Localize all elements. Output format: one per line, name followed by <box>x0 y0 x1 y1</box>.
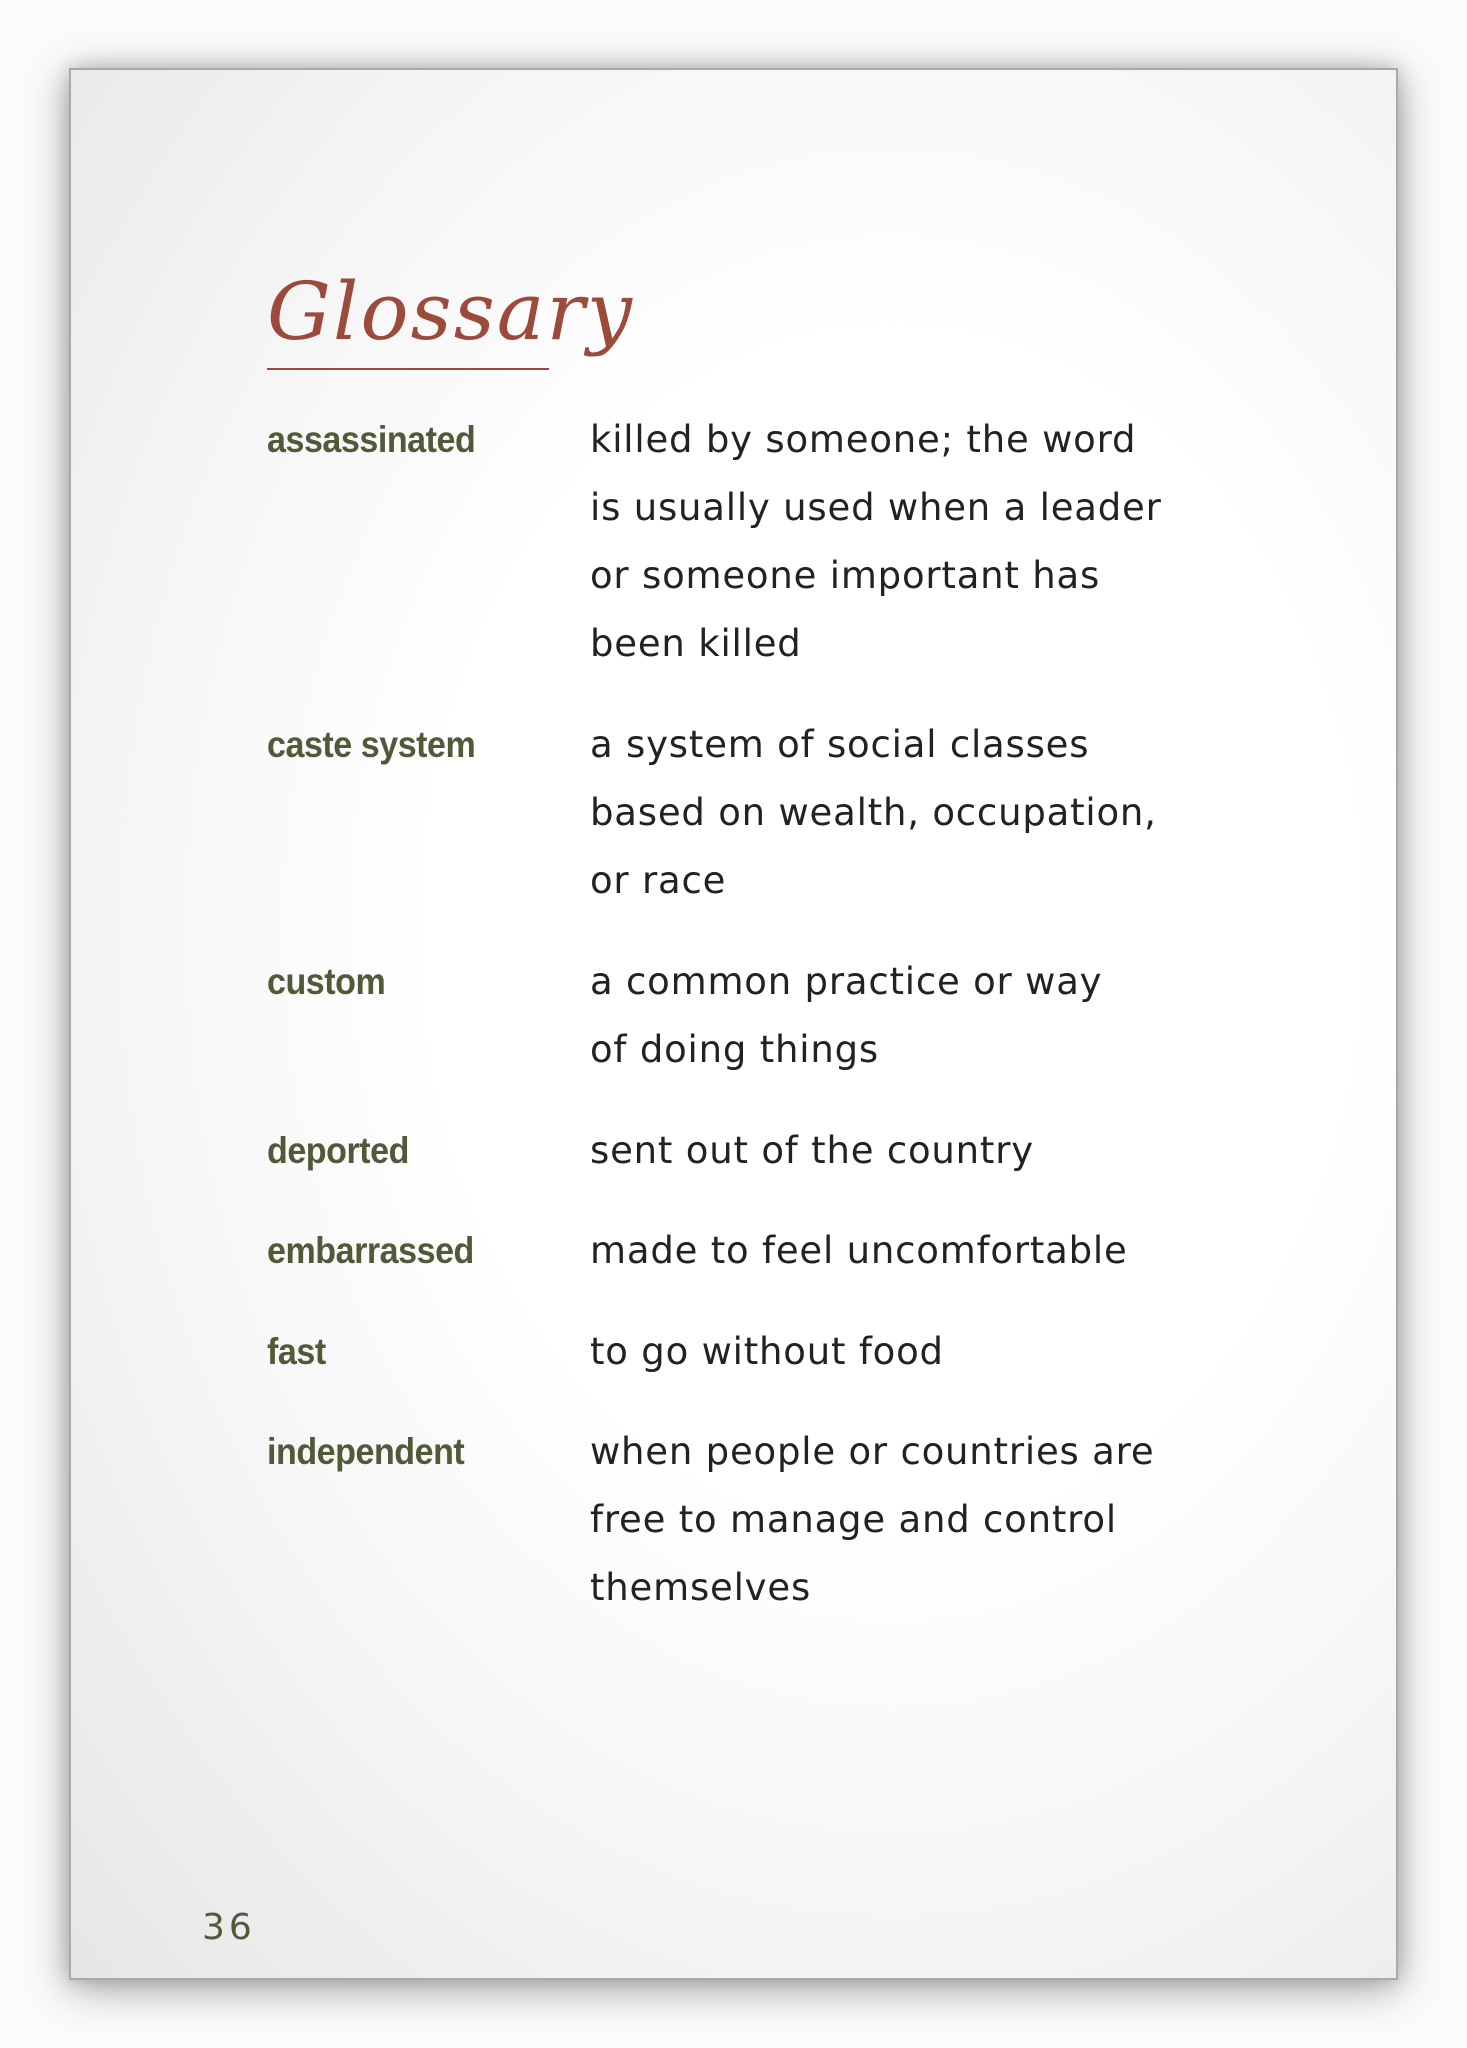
glossary-term: custom <box>267 961 386 1002</box>
definition-line: sent out of the country <box>590 1129 1034 1172</box>
definition-line: themselves <box>590 1566 812 1609</box>
page-number: 36 <box>202 1907 256 1948</box>
definition-line: or someone important has <box>590 554 1101 597</box>
definition-line: to go without food <box>590 1330 944 1373</box>
glossary-definition <box>590 711 1190 915</box>
glossary-term: assassinated <box>267 419 476 460</box>
definition-line: a common practice or way <box>590 960 1103 1003</box>
page-title: Glossary <box>267 265 634 358</box>
definition-line: been killed <box>590 622 802 665</box>
title-underline <box>267 368 549 370</box>
glossary-definition <box>590 948 1190 1084</box>
definition-line: of doing things <box>590 1028 879 1071</box>
glossary-term: embarrassed <box>267 1230 474 1271</box>
definition-line: or race <box>590 859 727 902</box>
glossary-definition <box>590 1117 1190 1185</box>
glossary-term: independent <box>267 1431 465 1472</box>
book-page <box>69 68 1398 1980</box>
glossary-definition <box>590 1318 1190 1386</box>
definition-line: free to manage and control <box>590 1498 1117 1541</box>
definition-line: a system of social classes <box>590 723 1090 766</box>
glossary-definition <box>590 1217 1190 1285</box>
definition-line: when people or countries are <box>590 1430 1155 1473</box>
definition-line: made to feel uncomfortable <box>590 1229 1128 1272</box>
glossary-definition <box>590 406 1190 678</box>
glossary-definition <box>590 1418 1190 1622</box>
glossary-term: fast <box>267 1331 326 1372</box>
glossary-term: caste system <box>267 724 476 765</box>
definition-line: based on wealth, occupation, <box>590 791 1157 834</box>
definition-line: killed by someone; the word <box>590 418 1137 461</box>
glossary-term: deported <box>267 1130 409 1171</box>
definition-line: is usually used when a leader <box>590 486 1162 529</box>
